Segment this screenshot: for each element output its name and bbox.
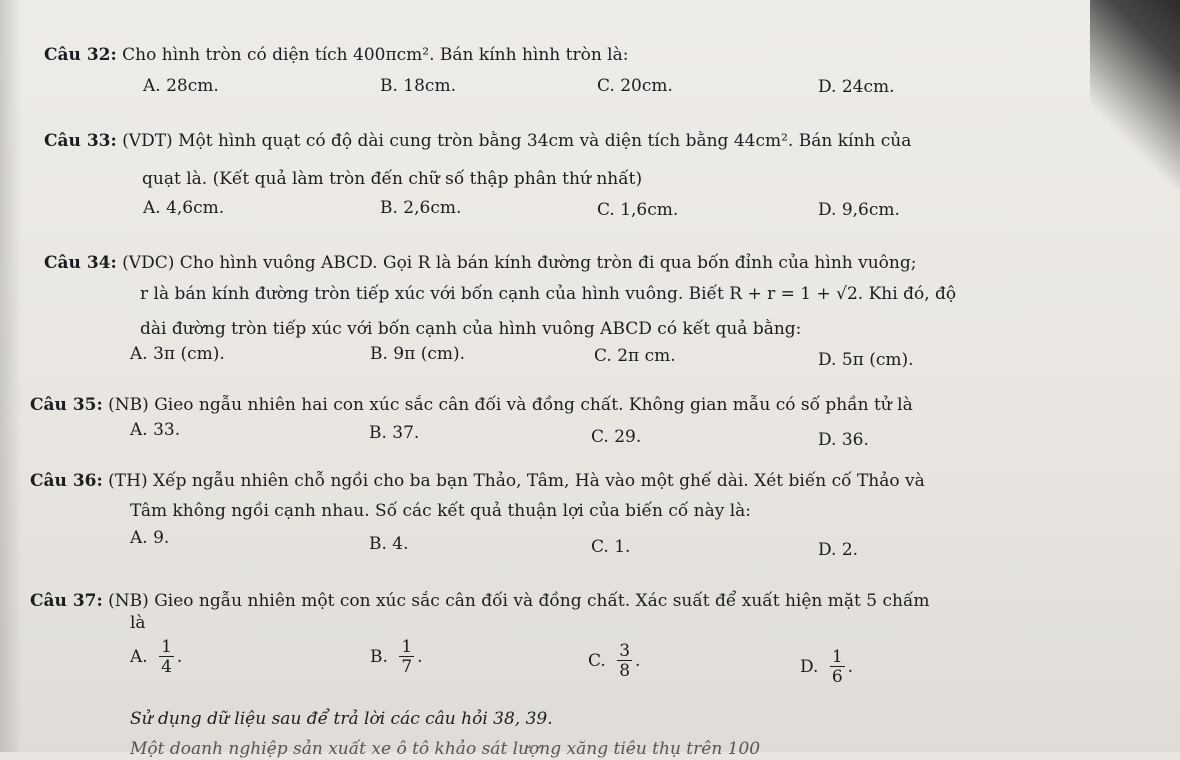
numerator: 1 bbox=[401, 637, 413, 657]
question-32 bbox=[44, 44, 628, 66]
page-shadow-top-right bbox=[1090, 0, 1180, 190]
q34-option-c[interactable]: C. 2π cm. bbox=[594, 346, 676, 366]
question-34-line2: r là bán kính đường tròn tiếp xúc với bốn cạnh của hình vuông. Biết R + r = 1 + √2. Khi đó, độ bbox=[140, 284, 957, 304]
fraction bbox=[399, 638, 414, 677]
q36-option-a[interactable]: A. 9. bbox=[130, 528, 170, 548]
q35-option-b[interactable]: B. 37. bbox=[369, 423, 420, 443]
question-35 bbox=[30, 394, 913, 416]
question-label: Câu 34: bbox=[44, 253, 117, 273]
q36-option-d[interactable]: D. 2. bbox=[818, 540, 859, 560]
question-36-line2: Tâm không ngồi cạnh nhau. Số các kết quả thuận lợi của biến cố này là: bbox=[130, 501, 752, 521]
numerator: 3 bbox=[619, 641, 631, 661]
q36-option-b[interactable]: B. 4. bbox=[369, 534, 409, 554]
denominator: 7 bbox=[401, 657, 413, 677]
option-key: A. bbox=[130, 647, 148, 667]
q34-option-b[interactable]: B. 9π (cm). bbox=[370, 344, 466, 364]
q32-option-d[interactable]: D. 24cm. bbox=[818, 77, 895, 97]
q34-option-d[interactable]: D. 5π (cm). bbox=[818, 350, 914, 370]
q34-option-a[interactable]: A. 3π (cm). bbox=[130, 344, 225, 364]
fraction bbox=[159, 638, 174, 677]
numerator: 1 bbox=[831, 647, 843, 667]
question-label: Câu 35: bbox=[30, 395, 103, 415]
question-37-line2: là bbox=[130, 613, 146, 633]
cut-off-line: Một doanh nghiệp sản xuất xe ô tô khảo sát lượng xăng tiêu thụ trên 100 bbox=[130, 739, 761, 759]
question-label: Câu 37: bbox=[30, 591, 103, 611]
denominator: 4 bbox=[161, 657, 172, 677]
option-key: D. bbox=[800, 657, 819, 677]
question-37 bbox=[30, 590, 929, 612]
question-text: (NB) Gieo ngẫu nhiên hai con xúc sắc cân đối và đồng chất. Không gian mẫu có số phần tử là bbox=[108, 395, 913, 415]
q37-option-a[interactable]: A. $\frac{1}{4}$ . bbox=[130, 637, 183, 677]
q37-option-c[interactable]: C. $\frac{3}{8}$ . bbox=[588, 641, 641, 681]
q33-option-a[interactable]: A. 4,6cm. bbox=[143, 198, 225, 218]
fraction bbox=[617, 642, 632, 681]
q35-option-a[interactable]: A. 33. bbox=[130, 420, 181, 440]
question-33-line2: quạt là. (Kết quả làm tròn đến chữ số thập phân thứ nhất) bbox=[142, 169, 643, 189]
denominator: 6 bbox=[831, 667, 843, 687]
question-text: Cho hình tròn có diện tích 400πcm². Bán kính hình tròn là: bbox=[122, 45, 629, 65]
option-key: B. bbox=[370, 647, 388, 667]
question-label: Câu 32: bbox=[44, 45, 117, 65]
option-key: C. bbox=[588, 651, 606, 671]
question-36 bbox=[30, 470, 925, 492]
q35-option-c[interactable]: C. 29. bbox=[591, 427, 642, 447]
question-33 bbox=[44, 130, 911, 152]
q32-option-c[interactable]: C. 20cm. bbox=[597, 76, 673, 96]
q36-option-c[interactable]: C. 1. bbox=[591, 537, 631, 557]
question-34 bbox=[44, 252, 916, 274]
q35-option-d[interactable]: D. 36. bbox=[818, 430, 869, 450]
question-text-line1: (NB) Gieo ngẫu nhiên một con xúc sắc cân đối và đồng chất. Xác suất để xuất hiện mặt 5 chấm bbox=[108, 591, 930, 611]
question-text-line1: (VDT) Một hình quạt có độ dài cung tròn bằng 34cm và diện tích bằng 44cm². Bán kính của bbox=[122, 131, 912, 151]
q33-option-d[interactable]: D. 9,6cm. bbox=[818, 200, 900, 220]
question-34-line3: dài đường tròn tiếp xúc với bốn cạnh của hình vuông ABCD có kết quả bằng: bbox=[140, 319, 802, 339]
page-shadow-left bbox=[0, 0, 22, 752]
question-text-line1: (VDC) Cho hình vuông ABCD. Gọi R là bán kính đường tròn đi qua bốn đỉnh của hình vuông; bbox=[122, 253, 917, 273]
q33-option-c[interactable]: C. 1,6cm. bbox=[597, 200, 679, 220]
fraction bbox=[830, 648, 845, 687]
q37-option-d[interactable]: D. $\frac{1}{6}$ . bbox=[800, 647, 854, 687]
question-text-line1: (TH) Xếp ngẫu nhiên chỗ ngồi cho ba bạn Thảo, Tâm, Hà vào một ghế dài. Xét biến cố Thảo và bbox=[108, 471, 925, 491]
q32-option-b[interactable]: B. 18cm. bbox=[380, 76, 456, 96]
q33-option-b[interactable]: B. 2,6cm. bbox=[380, 198, 462, 218]
denominator: 8 bbox=[619, 661, 631, 681]
numerator: 1 bbox=[161, 637, 172, 657]
data-usage-note: Sử dụng dữ liệu sau để trả lời các câu hỏi 38, 39. bbox=[130, 709, 553, 729]
q37-option-b[interactable]: B. $\frac{1}{7}$ . bbox=[370, 637, 423, 677]
question-label: Câu 36: bbox=[30, 471, 103, 491]
question-label: Câu 33: bbox=[44, 131, 117, 151]
q32-option-a[interactable]: A. 28cm. bbox=[143, 76, 219, 96]
